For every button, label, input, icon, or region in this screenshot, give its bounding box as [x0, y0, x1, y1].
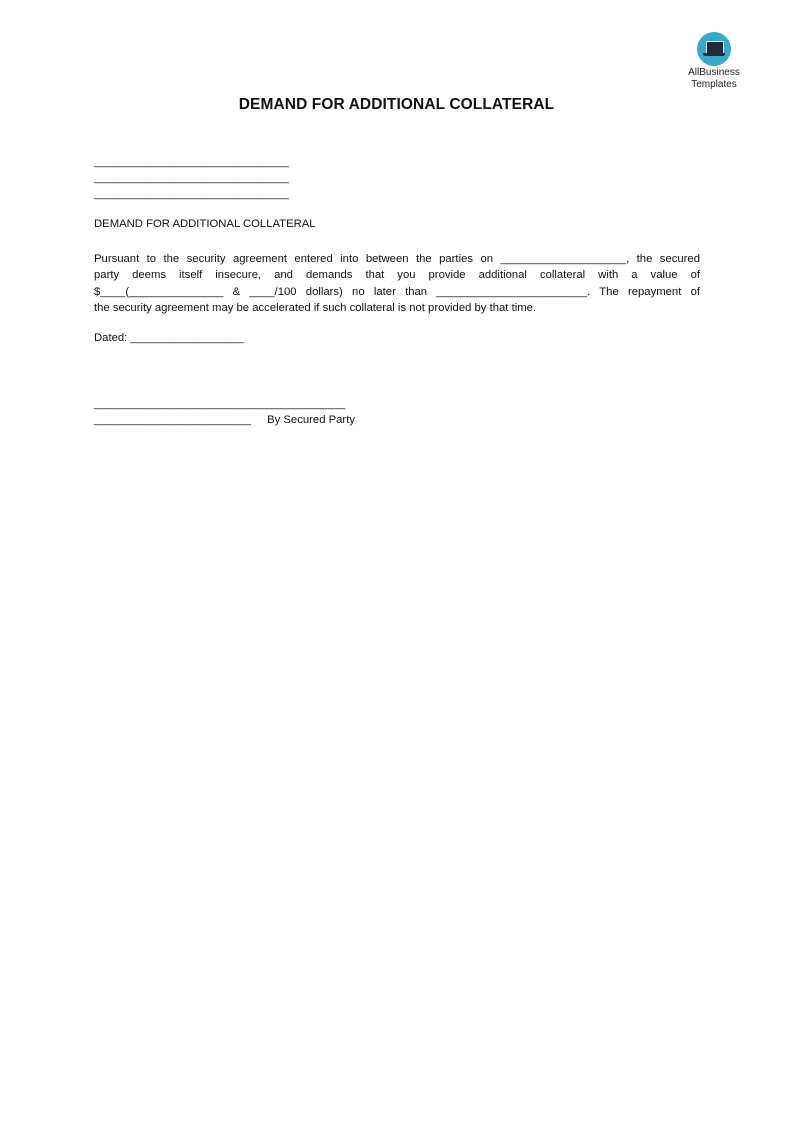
brand-logo: [682, 32, 746, 90]
document-title: DEMAND FOR ADDITIONAL COLLATERAL: [238, 96, 555, 113]
address-line-2: _______________________________: [94, 172, 289, 184]
body-row-2: party deems itself insecure, and demands that you provide additional collateral with a value of: [94, 269, 700, 282]
body-row-3: $____(_______________ & ____/100 dollars) no later than ________________________. The repayment of: [94, 285, 700, 298]
body-row-1: Pursuant to the security agreement entered into between the parties on ____________________, the secured: [94, 253, 700, 265]
address-line-1: _______________________________: [94, 156, 289, 168]
address-line-3: _______________________________: [94, 188, 289, 200]
logo-text-line2: Templates: [691, 79, 737, 90]
subject-line: DEMAND FOR ADDITIONAL COLLATERAL: [94, 218, 316, 230]
body-paragraph: [94, 251, 700, 317]
logo-text-line1: AllBusiness: [688, 67, 740, 78]
signature-block: [94, 414, 355, 426]
body-row-4: the security agreement may be accelerated if such collateral is not provided by that time.: [94, 302, 537, 315]
signature-short-line: _________________________: [94, 414, 252, 426]
dated-line: Dated: __________________: [94, 332, 244, 344]
laptop-icon: [697, 32, 731, 66]
signature-label: By Secured Party: [267, 414, 355, 426]
signature-line: ________________________________________: [94, 398, 346, 410]
